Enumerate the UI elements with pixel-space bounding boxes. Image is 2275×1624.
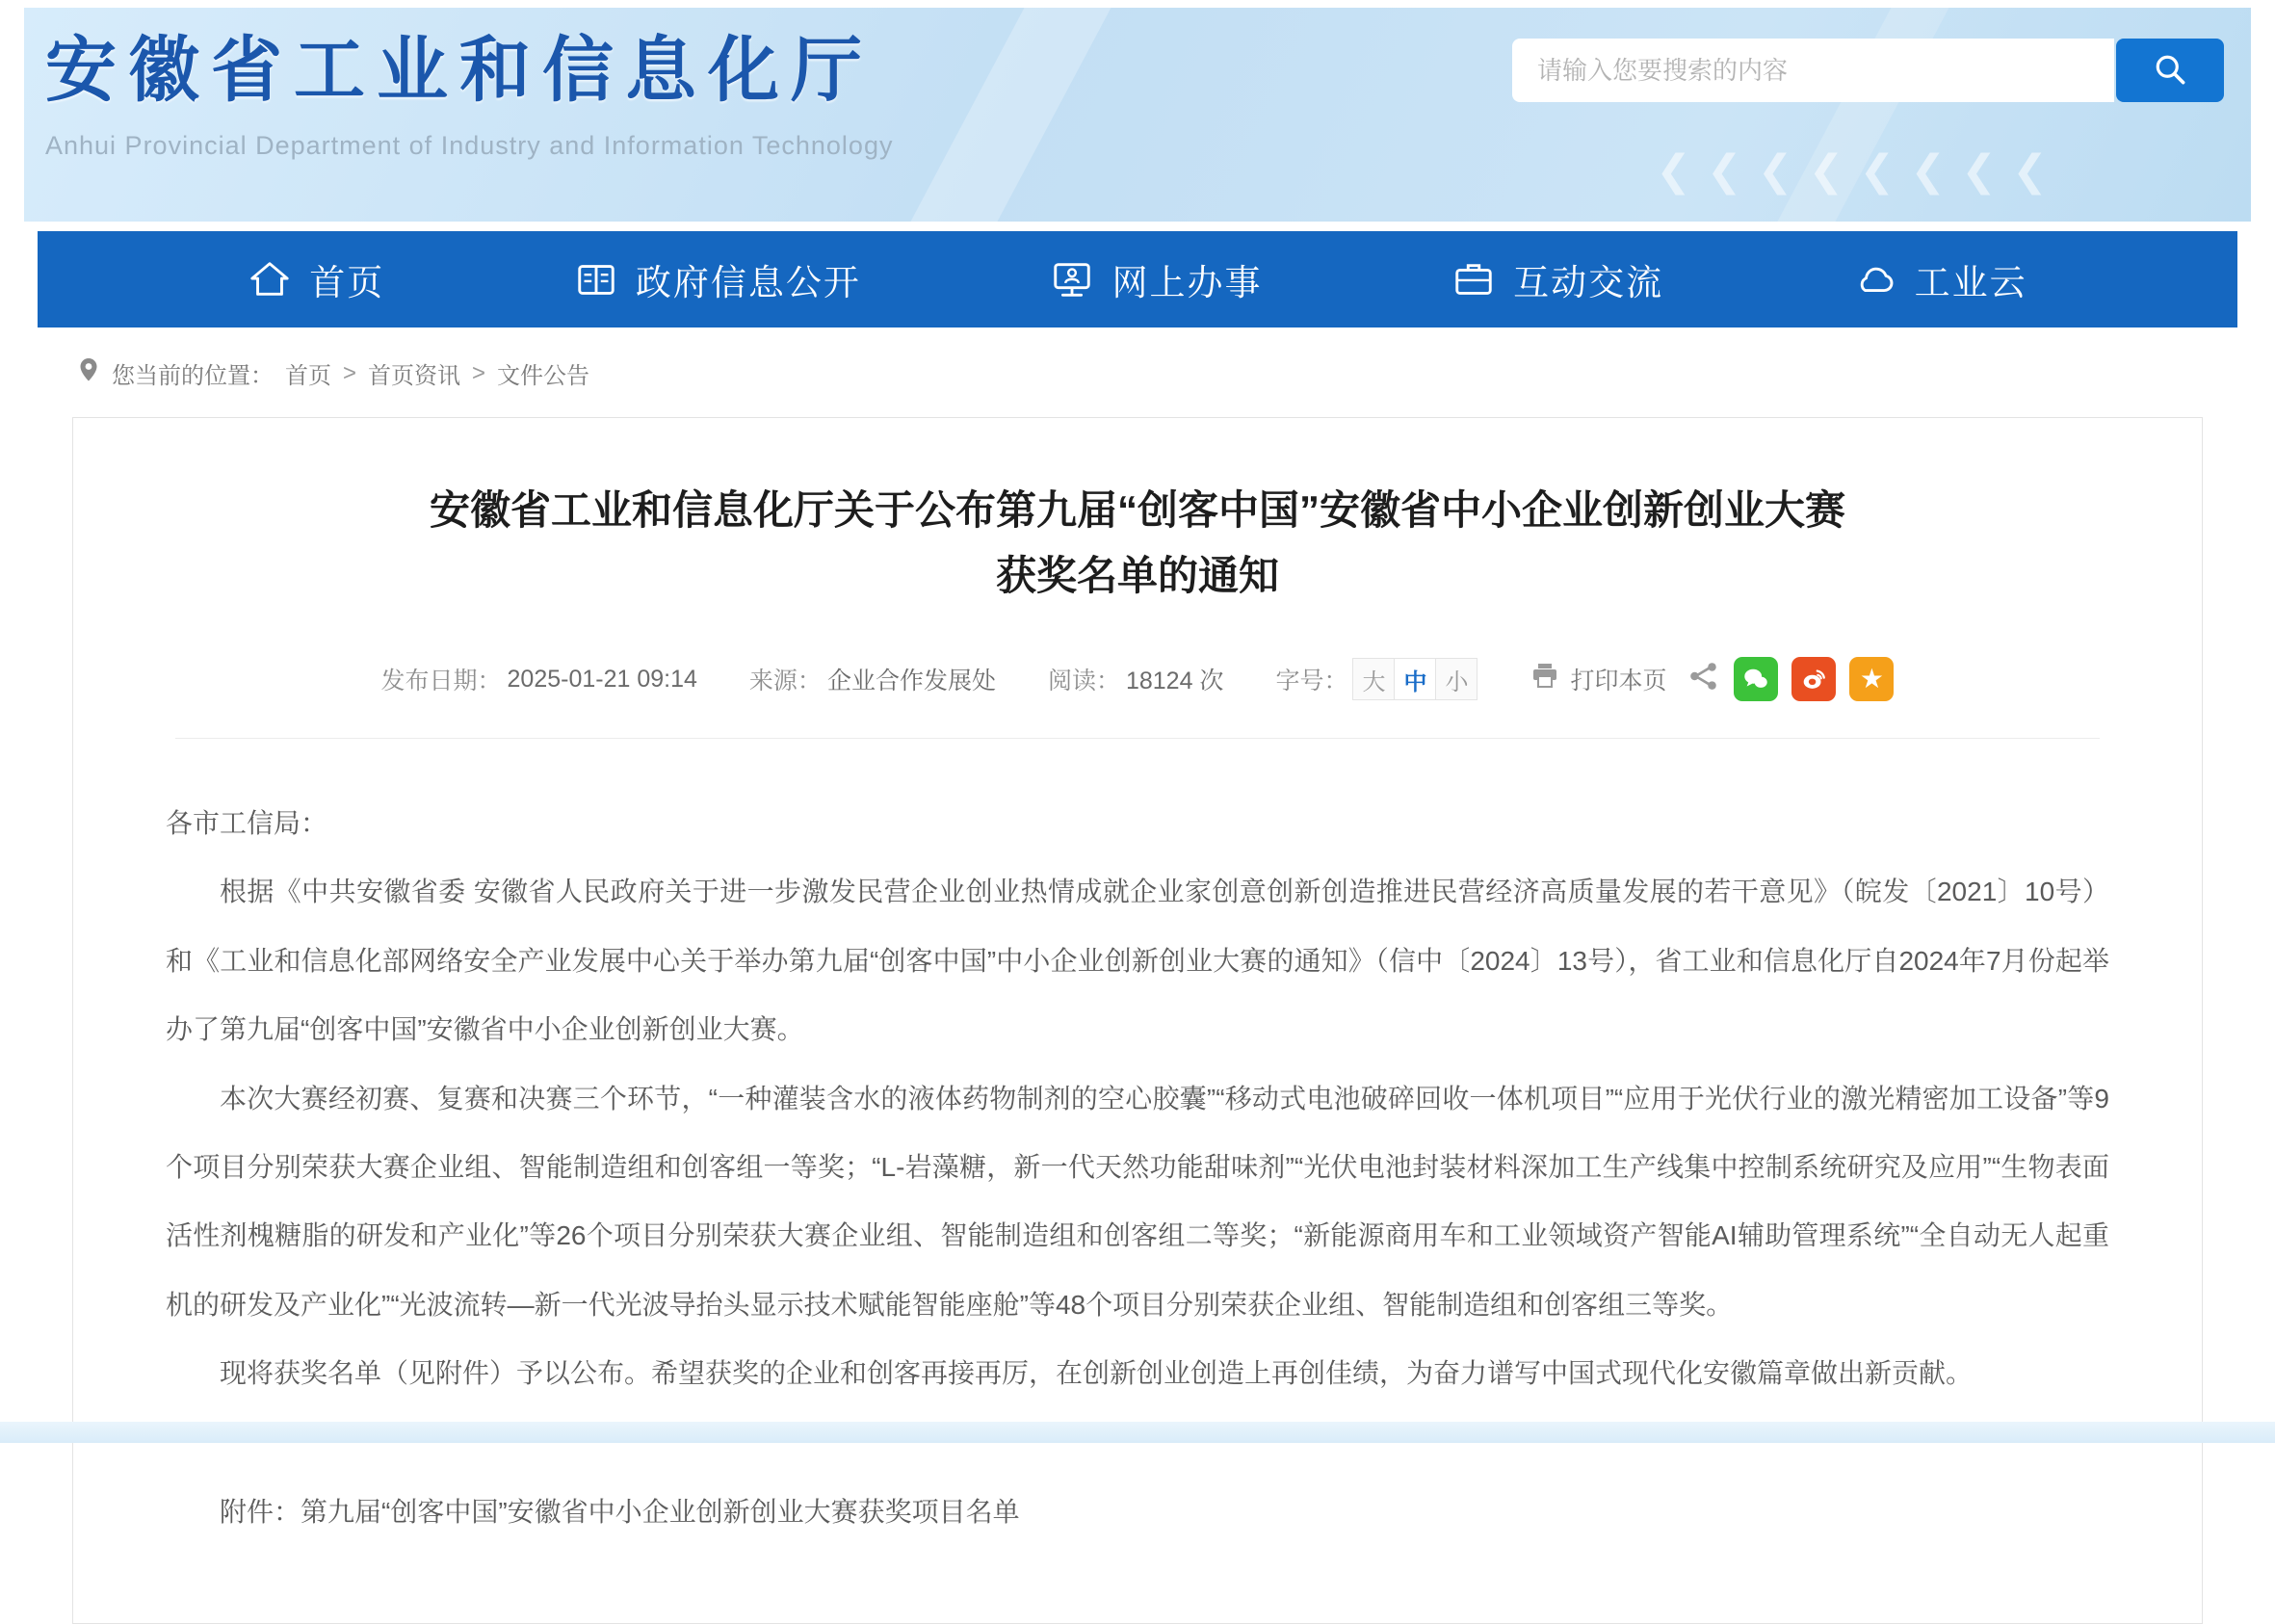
breadcrumb-link-news[interactable]: 首页资讯 (368, 363, 461, 389)
monitor-icon (1050, 257, 1094, 301)
site-header (24, 8, 2251, 222)
search-button[interactable] (2116, 39, 2224, 102)
nav-item-interaction[interactable] (1451, 253, 1663, 305)
location-pin-icon (77, 356, 100, 390)
print-page-button[interactable] (1530, 661, 1666, 698)
read-count-label: 阅读： (1047, 668, 1120, 695)
main-nav (38, 231, 2237, 327)
nav-label: 首页 (309, 263, 385, 302)
paragraph-basis: 根据《中共安徽省委 安徽省人民政府关于进一步激发民营企业创业热情成就企业家创意创新创造推进民营经济高质量发展的若干意见》（皖发〔2021〕10号）和《工业和信息化部网络安全产业发展中心关于举办第九届“创客中国”中小企业创新创业大赛的通知》（信中〔2024〕13号），省工业和信息化厅自2024年7月份起举办了第九届“创客中国”安徽省中小企业创新创业大赛。 (166, 877, 2109, 1045)
meta-divider (175, 738, 2100, 739)
breadcrumb-separator: > (343, 359, 357, 386)
header-decor-stripe (902, 8, 1121, 222)
breadcrumb-separator: > (472, 359, 486, 386)
nav-label: 互动交流 (1513, 263, 1664, 302)
home-icon (248, 257, 292, 301)
article-card (72, 417, 2203, 1624)
paragraph-awards: 本次大赛经初赛、复赛和决赛三个环节，“一种灌装含水的液体药物制剂的空心胶囊”“移动式电池破碎回收一体机项目”“应用于光伏行业的激光精密加工设备”等9个项目分别荣获大赛企业组、智能制造组和创客组一等奖；“L-岩藻糖，新一代天然功能甜味剂”“光伏电池封装材料深加工生产线集中控制系统研究及应用”“生物表面活性剂槐糖脂的研发和产业化”等26个项目分别荣获大赛企业组、智能制造组和创客组二等奖；“新能源商用车和工业领域资产智能AI辅助管理系统”“全自动无人起重机的研发及产业化”“光波流转—新一代光波导抬头显示技术赋能智能座舱”等48个项目分别荣获企业组、智能制造组和创客组三等奖。 (166, 1083, 2109, 1320)
attachment-line[interactable]: 附件：第九届“创客中国”安徽省中小企业创新创业大赛获奖项目名单 (220, 1496, 1020, 1527)
paragraph-announcement: 现将获奖名单（见附件）予以公布。希望获奖的企业和创客再接再厉，在创新创业创造上再创佳绩，为奋力谱写中国式现代化安徽篇章做出新贡献。 (220, 1358, 1974, 1389)
read-count-value: 18124 次 (1125, 668, 1224, 695)
footer-strip (0, 1422, 2275, 1443)
share-icon[interactable] (1687, 660, 1720, 699)
nav-label: 网上办事 (1111, 263, 1263, 302)
paragraph-salutation: 各市工信局： (166, 808, 328, 839)
article-title-line1: 安徽省工业和信息化厅关于公布第九届“创客中国”安徽省中小企业创新创业大赛 (429, 487, 1845, 533)
site-logo[interactable] (45, 13, 893, 161)
article-source (749, 662, 996, 696)
print-page-label: 打印本页 (1570, 668, 1667, 695)
site-title: 安徽省工业和信息化厅 (45, 30, 874, 110)
font-size-label: 字号： (1275, 668, 1348, 695)
breadcrumb (24, 327, 2251, 411)
font-size-medium-button[interactable]: 中 (1394, 658, 1436, 700)
source-value: 企业合作发展处 (826, 668, 996, 695)
nav-item-home[interactable] (248, 253, 384, 305)
nav-label: 工业云 (1914, 263, 2027, 302)
site-subtitle: Anhui Provincial Department of Industry and Information Technology (45, 131, 894, 160)
nav-label: 政府信息公开 (635, 263, 861, 302)
open-book-icon (574, 257, 618, 301)
breadcrumb-prefix: 您当前的位置： (112, 363, 274, 389)
qzone-star-icon[interactable]: ★ (1849, 657, 1894, 701)
article-title (166, 478, 2109, 609)
search-icon (2151, 50, 2189, 92)
source-label: 来源： (748, 668, 822, 695)
cloud-icon (1853, 257, 1897, 301)
read-count (1048, 662, 1223, 696)
briefcase-icon (1451, 257, 1496, 301)
chevron-decoration: ❮❮❮❮❮❮❮❮ (1656, 147, 2063, 195)
article-title-line2: 获奖名单的通知 (995, 553, 1279, 599)
nav-item-online-services[interactable] (1050, 253, 1262, 305)
share-bar (1687, 657, 1894, 701)
breadcrumb-link-home[interactable]: 首页 (285, 363, 331, 389)
search-input[interactable] (1512, 39, 2114, 102)
publish-date-label: 发布日期： (380, 668, 502, 695)
site-search (1512, 39, 2224, 102)
weibo-share-icon[interactable] (1791, 657, 1836, 701)
font-size-control (1275, 658, 1477, 700)
font-size-small-button[interactable]: 小 (1435, 658, 1477, 700)
font-size-large-button[interactable]: 大 (1352, 658, 1395, 700)
article-meta (166, 657, 2109, 701)
breadcrumb-link-notices[interactable]: 文件公告 (497, 363, 590, 389)
nav-item-gov-info[interactable] (574, 253, 861, 305)
nav-item-industry-cloud[interactable] (1853, 253, 2027, 305)
wechat-share-icon[interactable] (1734, 657, 1778, 701)
publish-date-value: 2025-01-21 09:14 (507, 665, 697, 693)
printer-icon (1530, 661, 1560, 698)
publish-date (381, 662, 697, 696)
